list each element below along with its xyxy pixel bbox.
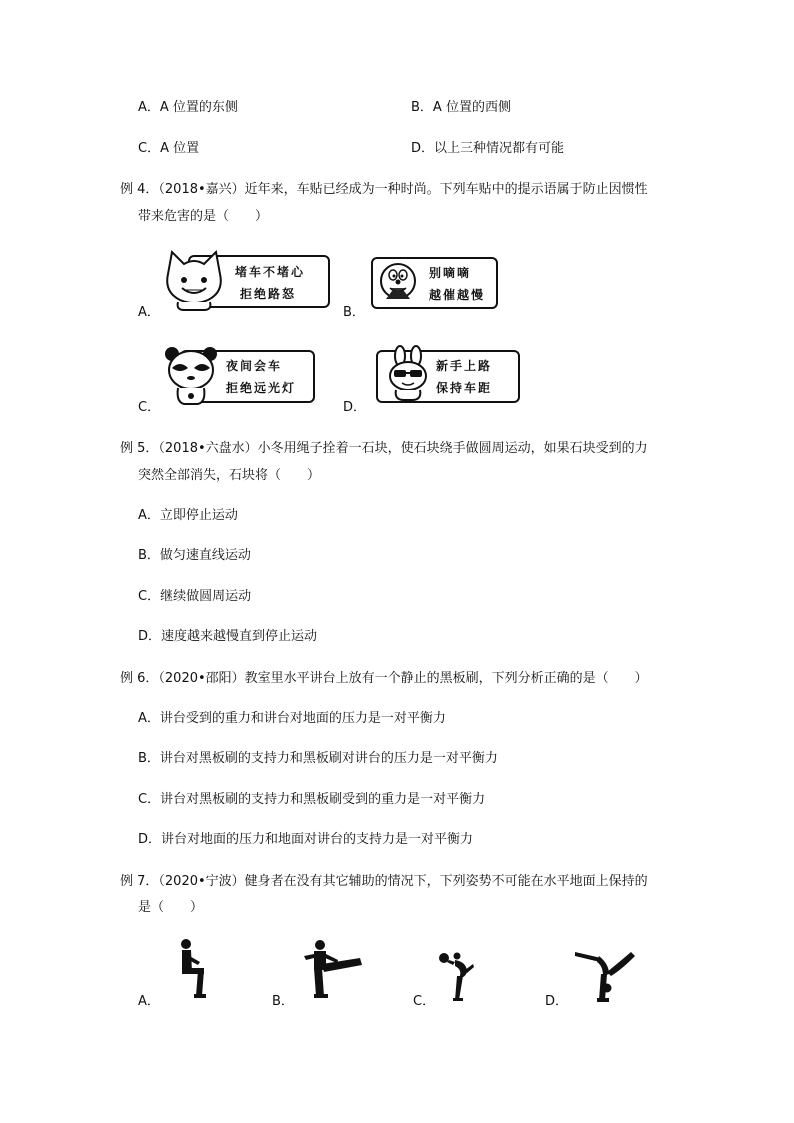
option-b: B．A 位置的西侧 [411, 100, 511, 115]
rabbit-mascot-icon [382, 346, 434, 402]
ex4-option-a-label: A． [138, 305, 160, 320]
ex7-question-line1: 例 7．（2020•宁波）健身者在没有其它辅助的情况下，下列姿势不可能在水平地面上保持的 [120, 874, 648, 889]
ex4-option-c-label: C． [138, 400, 161, 415]
pose-leg-kick-figure [302, 938, 364, 1002]
ex7-option-d-label: D． [545, 994, 569, 1009]
ex5-option-b: B．做匀速直线运动 [138, 548, 251, 563]
sticker-b-line1: 别嘀嘀 [429, 266, 472, 280]
ex6-option-c: C．讲台对黑板刷的支持力和黑板刷受到的重力是一对平衡力 [138, 792, 486, 807]
sticker-a-line2: 拒绝路怒 [240, 287, 297, 301]
sticker-d-line2: 保持车距 [436, 381, 493, 395]
ex6-option-d: D．讲台对地面的压力和地面对讲台的支持力是一对平衡力 [138, 832, 474, 847]
option-c: C．A 位置 [138, 141, 200, 156]
ex7-question-line2: 是（ ） [138, 900, 204, 915]
ex7-option-c-label: C． [413, 994, 436, 1009]
sticker-c-line1: 夜间会车 [226, 359, 283, 373]
ex5-question-line1: 例 5．（2018•六盘水）小冬用绳子拴着一石块，使石块绕手做圆周运动，如果石块受到的力 [120, 441, 648, 456]
ex4-option-b-label: B． [343, 305, 365, 320]
ex5-option-c: C．继续做圆周运动 [138, 589, 252, 604]
pose-gymnast-ball-figure [437, 948, 477, 1004]
sticker-d-line1: 新手上路 [436, 359, 493, 373]
ex4-question-line2: 带来危害的是（ ） [138, 209, 269, 224]
sticker-a-line1: 堵车不堵心 [235, 265, 306, 279]
ex4-question-line1: 例 4．（2018•嘉兴）近年来，车贴已经成为一种时尚。下列车贴中的提示语属于防止因惯性 [120, 182, 648, 197]
sticker-c-line2: 拒绝远光灯 [226, 381, 297, 395]
pose-backbend-split-figure [573, 944, 639, 1004]
cat-mascot-icon [160, 246, 230, 314]
ex7-option-a-label: A． [138, 994, 160, 1009]
ex4-option-d-label: D． [343, 400, 367, 415]
doraemon-mascot-icon [376, 261, 420, 305]
pose-wall-sit-figure [164, 938, 214, 1002]
ex6-option-a: A．讲台受到的重力和讲台对地面的压力是一对平衡力 [138, 711, 446, 726]
ex7-option-b-label: B． [272, 994, 294, 1009]
ex5-option-a: A．立即停止运动 [138, 508, 238, 523]
ex5-question-line2: 突然全部消失，石块将（ ） [138, 468, 321, 483]
sticker-b-line2: 越催越慢 [429, 288, 486, 302]
ex6-option-b: B．讲台对黑板刷的支持力和黑板刷对讲台的压力是一对平衡力 [138, 751, 498, 766]
ex6-question-line1: 例 6．（2020•邵阳）教室里水平讲台上放有一个静止的黑板刷，下列分析正确的是（ ） [120, 671, 648, 686]
ex5-option-d: D．速度越来越慢直到停止运动 [138, 629, 318, 644]
panda-mascot-icon [160, 344, 222, 408]
option-a: A．A 位置的东侧 [138, 100, 238, 115]
option-d: D．以上三种情况都有可能 [411, 141, 565, 156]
